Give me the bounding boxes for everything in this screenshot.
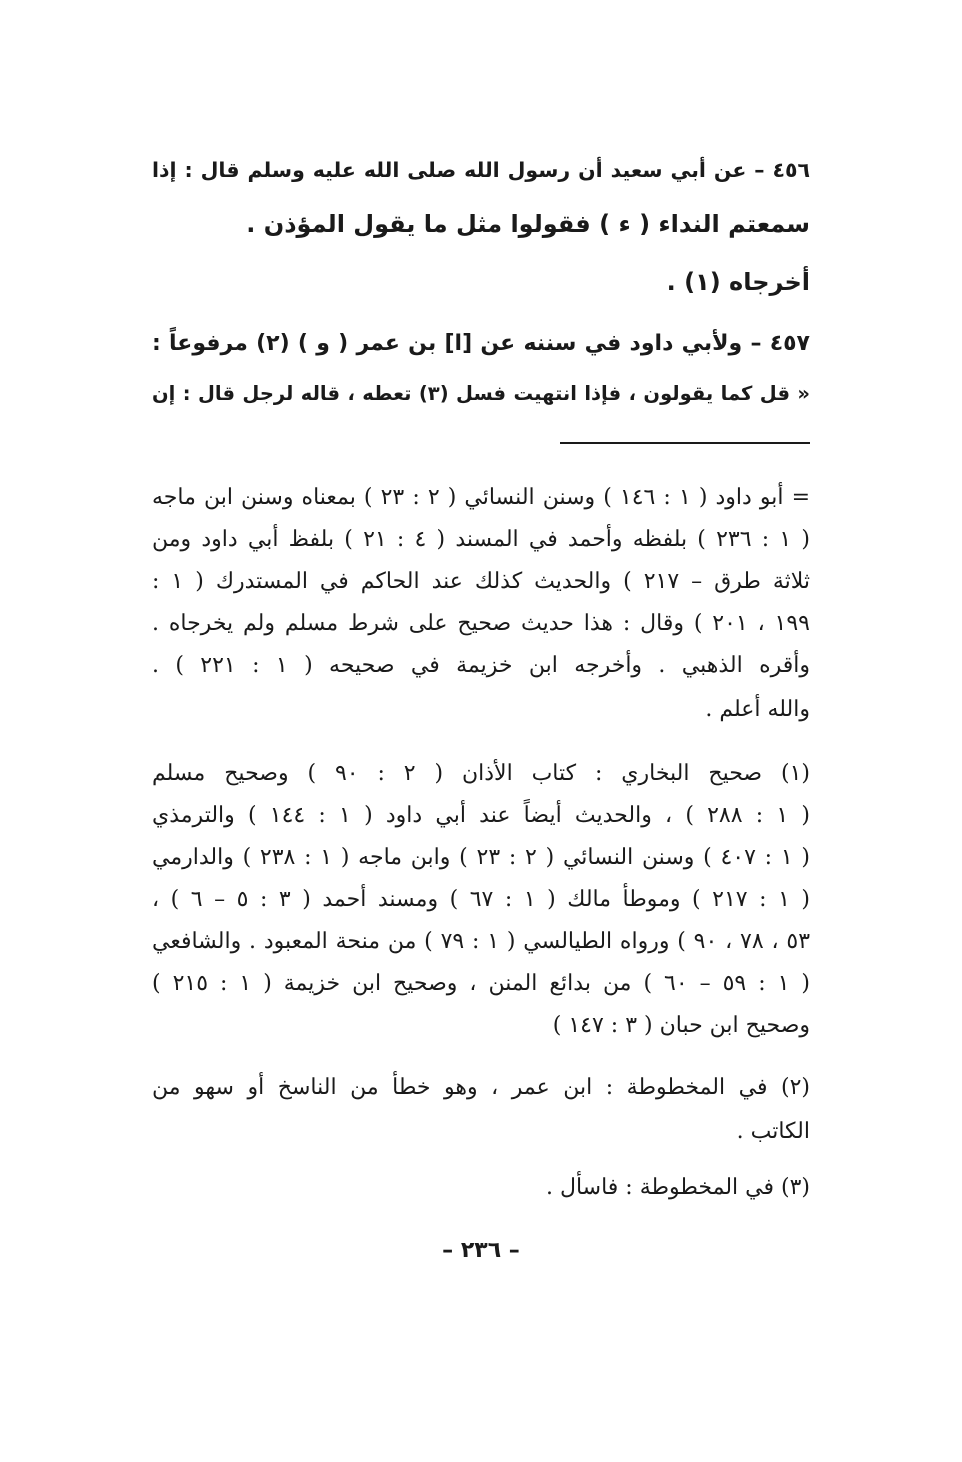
footnote-1-line-5: ٥٣ ، ٧٨ ، ٩٠ ) ورواه الطيالسي ( ١ : ٧٩ ) من منحة المعبود . والشافعي xyxy=(152,929,811,954)
footnote-3-line-1: (٣) في المخطوطة : فاسأل . xyxy=(545,1175,810,1200)
footnote-2-line-1: (٢) في المخطوطة : ابن عمر ، وهو خطأ من الناسخ أو سهو من xyxy=(152,1075,810,1100)
footnote-continuation-line-5: وأقره الذهبي . وأخرجه ابن خزيمة في صحيحه ( ١ : ٢٢١ ) . xyxy=(152,653,810,678)
hadith-457-line-2: « قل كما يقولون ، فإذا انتهيت فسل (٣) تعطه ، قاله لرجل قال : إن xyxy=(152,382,811,405)
footnote-2-line-2: الكاتب . xyxy=(736,1119,810,1144)
footnote-continuation-line-4: ١٩٩ ، ٢٠١ ) وقال : هذا حديث صحيح على شرط مسلم ولم يخرجاه . xyxy=(152,611,810,636)
page-number: – ٢٣٦ – xyxy=(442,1238,520,1263)
footnote-1-line-4: ( ١ : ٢١٧ ) وموطأ مالك ( ١ : ٦٧ ) ومسند أحمد ( ٣ : ٥ – ٦ ) ، xyxy=(152,887,811,912)
hadith-456-line-1: ٤٥٦ – عن أبي سعيد أن رسول الله صلى الله عليه وسلم قال : إذا xyxy=(152,158,810,182)
footnote-continuation-line-1: = أبو داود ( ١ : ١٤٦ ) وسنن النسائي ( ٢ : ٢٣ ) بمعناه وسنن ابن ماجه xyxy=(152,485,811,510)
footnote-separator xyxy=(560,442,810,444)
hadith-457-line-1: ٤٥٧ – ولأبي داود في سننه عن [ا] بن عمر ( و ) (٢) مرفوعاً : xyxy=(152,331,810,356)
footnote-1-line-3: ( ١ : ٤٠٧ ) وسنن النسائي ( ٢ : ٢٣ ) وابن ماجه ( ١ : ٢٣٨ ) والدارمي xyxy=(152,845,810,870)
hadith-456-line-2: سمعتم النداء ( ء ) فقولوا مثل ما يقول المؤذن . xyxy=(246,210,810,238)
footnote-continuation-line-3: ثلاثة طرق – ٢١٧ ) والحديث كذلك عند الحاكم في المستدرك ( ١ : xyxy=(152,569,811,594)
footnote-continuation-line-2: ( ١ : ٢٣٦ ) بلفظه وأحمد في المسند ( ٤ : ٢١ ) بلفظ أبي داود ومن xyxy=(152,527,810,552)
footnote-1-line-6: ( ١ : ٥٩ – ٦٠ ) من بدائع المنن ، وصحيح ابن خزيمة ( ١ : ٢١٥ ) xyxy=(152,971,811,996)
footnote-1-line-7: وصحيح ابن حبان ( ٣ : ١٤٧ ) xyxy=(552,1013,810,1038)
footnote-1-line-2: ( ١ : ٢٨٨ ) ، والحديث أيضاً عند أبي داود ( ١ : ١٤٤ ) والترمذي xyxy=(152,803,811,828)
hadith-456-attribution: أخرجاه (١) . xyxy=(666,268,810,296)
footnote-1-line-1: (١) صحيح البخاري : كتاب الأذان ( ٢ : ٩٠ ) وصحيح مسلم xyxy=(152,761,810,786)
footnote-continuation-line-6: والله أعلم . xyxy=(705,697,810,722)
